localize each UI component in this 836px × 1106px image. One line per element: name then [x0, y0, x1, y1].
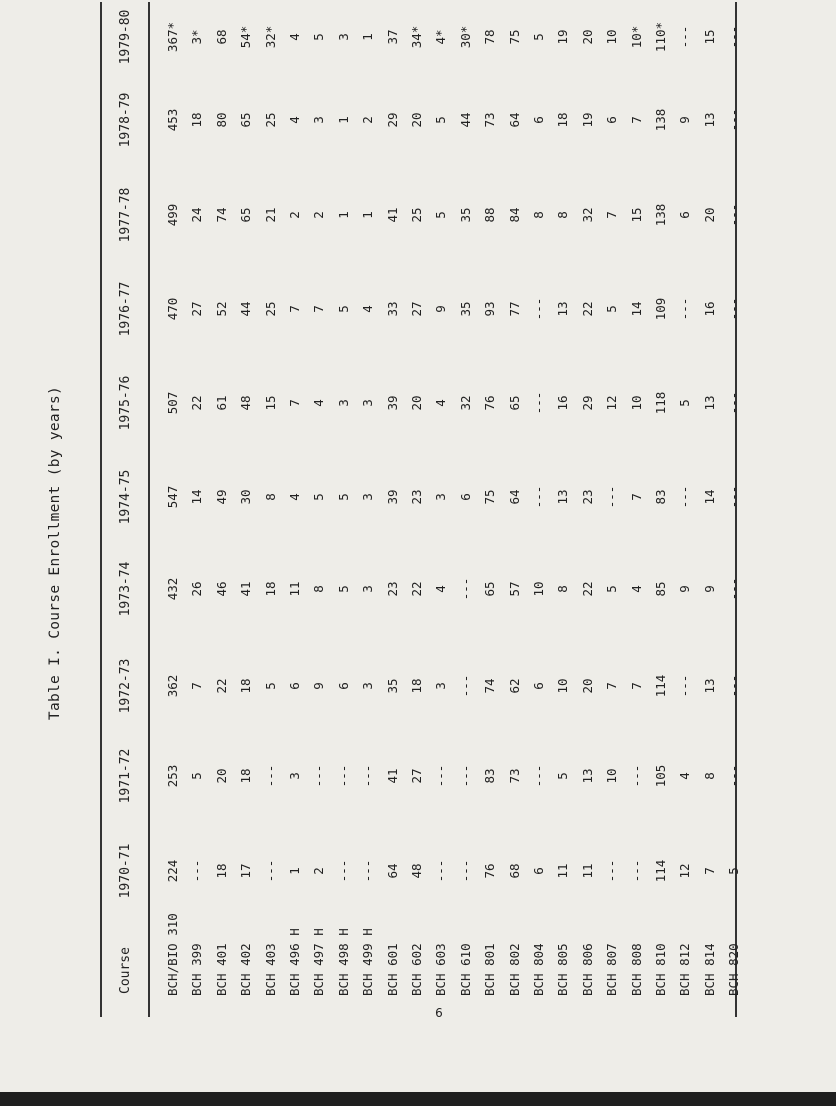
enrollment-cell: 6 [335, 682, 351, 690]
enrollment-cell: 49 [213, 489, 229, 505]
enrollment-cell: 65 [238, 207, 254, 223]
enrollment-cell: 35 [384, 678, 400, 694]
course-name: BCH/BIO 310 [165, 913, 180, 996]
course-name: BCH 401 [213, 943, 229, 996]
enrollment-cell: 22 [189, 395, 205, 411]
enrollment-cell: 1 [335, 211, 351, 219]
enrollment-cell: 37 [384, 29, 400, 45]
enrollment-cell: 7 [628, 682, 644, 690]
enrollment-cell: 4 [433, 585, 449, 593]
enrollment-cell: 74 [482, 678, 498, 694]
enrollment-cell: 7 [628, 493, 644, 501]
enrollment-cell: 138 [653, 203, 668, 227]
enrollment-cell: 16 [701, 301, 717, 317]
enrollment-cell: 13 [701, 678, 717, 694]
enrollment-cell: 39 [384, 489, 400, 505]
course-name: BCH 497 H [311, 928, 327, 996]
enrollment-cell: --- [531, 485, 546, 509]
year-header: 1970-71 [118, 843, 133, 899]
enrollment-cell: 12 [604, 395, 620, 411]
enrollment-cell: 10 [555, 678, 571, 694]
enrollment-cell: --- [677, 297, 693, 321]
course-name: BCH 399 [189, 943, 205, 996]
course-name: BCH 806 [579, 943, 595, 996]
enrollment-cell: 65 [506, 395, 522, 411]
enrollment-cell: 12 [677, 863, 693, 879]
enrollment-cell: 35 [457, 207, 473, 223]
enrollment-cell: 224 [165, 859, 180, 883]
course-name: BCH 820 [726, 943, 742, 996]
course-name: BCH 601 [384, 943, 400, 996]
enrollment-cell: 23 [579, 489, 595, 505]
enrollment-cell: 2 [360, 116, 376, 124]
enrollment-cell: 20 [409, 395, 424, 411]
enrollment-cell: 4 [287, 493, 302, 501]
enrollment-cell: 3 [335, 33, 351, 41]
enrollment-cell: 11 [555, 863, 571, 879]
enrollment-cell: 57 [506, 581, 522, 597]
enrollment-cell: 10 [604, 29, 620, 45]
enrollment-cell: --- [360, 764, 376, 788]
enrollment-cell: --- [457, 859, 473, 883]
enrollment-cell: 65 [238, 112, 254, 128]
enrollment-cell: 22 [579, 301, 595, 317]
enrollment-cell: 3 [360, 493, 376, 501]
enrollment-cell: 15 [262, 395, 278, 411]
enrollment-cell: --- [335, 859, 351, 883]
enrollment-cell: 27 [409, 768, 424, 784]
enrollment-cell: 8 [531, 211, 546, 219]
enrollment-cell: 362 [165, 674, 180, 698]
enrollment-cell: 105 [653, 764, 668, 788]
enrollment-cell: 13 [555, 301, 571, 317]
enrollment-cell: 114 [653, 859, 668, 883]
course-name: BCH 499 H [360, 928, 376, 996]
enrollment-cell: 13 [701, 112, 717, 128]
enrollment-cell: 8 [701, 772, 717, 780]
course-name: BCH 403 [262, 943, 278, 996]
enrollment-cell: 547 [165, 485, 180, 509]
enrollment-cell: 470 [165, 297, 180, 321]
enrollment-cell: 20 [409, 112, 424, 128]
enrollment-cell: 10 [604, 768, 620, 784]
enrollment-cell: 74 [213, 207, 229, 223]
enrollment-cell: 64 [506, 489, 522, 505]
enrollment-cell: 25 [409, 207, 424, 223]
enrollment-cell: 4 [628, 585, 644, 593]
enrollment-cell: 499 [165, 203, 180, 227]
enrollment-cell: 4 [677, 772, 693, 780]
enrollment-cell: 78 [482, 29, 498, 45]
enrollment-cell: 35 [457, 301, 473, 317]
enrollment-cell: --- [604, 485, 620, 509]
course-name: BCH 603 [433, 943, 449, 996]
enrollment-cell: 5 [335, 305, 351, 313]
enrollment-cell: 32* [262, 25, 278, 49]
course-name: BCH 808 [628, 943, 644, 996]
enrollment-cell: 18 [555, 112, 571, 128]
enrollment-cell: 432 [165, 577, 180, 601]
enrollment-cell: 83 [653, 489, 668, 505]
enrollment-cell: 453 [165, 108, 180, 132]
course-name: BCH 807 [604, 943, 620, 996]
enrollment-cell: 4 [360, 305, 376, 313]
course-name: BCH 402 [238, 943, 254, 996]
enrollment-cell: 85 [653, 581, 668, 597]
enrollment-cell: 48 [238, 395, 254, 411]
enrollment-cell: 4 [311, 399, 327, 407]
enrollment-cell: 41 [384, 768, 400, 784]
enrollment-cell: --- [433, 764, 449, 788]
enrollment-cell: 30* [457, 25, 473, 49]
enrollment-cell: 7 [189, 682, 205, 690]
enrollment-cell: --- [677, 25, 693, 49]
enrollment-cell: --- [726, 25, 742, 49]
enrollment-cell: 11 [579, 863, 595, 879]
enrollment-cell: 8 [555, 585, 571, 593]
enrollment-cell: --- [457, 674, 473, 698]
enrollment-cell: 88 [482, 207, 498, 223]
enrollment-cell: 3 [433, 682, 449, 690]
enrollment-cell: 3 [335, 399, 351, 407]
course-name: BCH 801 [482, 943, 498, 996]
table-header-rule [148, 2, 150, 1017]
course-name: BCH 812 [677, 943, 693, 996]
enrollment-cell: 41 [384, 207, 400, 223]
enrollment-cell: 16 [555, 395, 571, 411]
enrollment-cell: 83 [482, 768, 498, 784]
enrollment-cell: 22 [213, 678, 229, 694]
enrollment-cell: --- [726, 485, 742, 509]
enrollment-cell: 1 [335, 116, 351, 124]
course-name: BCH 802 [506, 943, 522, 996]
enrollment-cell: 54* [238, 25, 254, 49]
page-number: 6 [435, 1006, 443, 1021]
enrollment-cell: --- [360, 859, 376, 883]
enrollment-cell: 138 [653, 108, 668, 132]
enrollment-cell: 20 [213, 768, 229, 784]
enrollment-cell: 9 [433, 305, 449, 313]
enrollment-cell: 20 [701, 207, 717, 223]
enrollment-cell: 41 [238, 581, 254, 597]
course-name: BCH 498 H [335, 928, 351, 996]
enrollment-cell: 34* [409, 25, 424, 49]
enrollment-cell: 6 [287, 682, 302, 690]
course-name: BCH 810 [653, 943, 668, 996]
enrollment-cell: 10 [628, 395, 644, 411]
year-header: 1979-80 [118, 9, 133, 65]
enrollment-cell: --- [262, 764, 278, 788]
enrollment-cell: 84 [506, 207, 522, 223]
year-header: 1976-77 [118, 281, 133, 337]
course-name: BCH 602 [409, 943, 424, 996]
enrollment-cell: --- [189, 859, 205, 883]
enrollment-cell: 4 [287, 116, 302, 124]
enrollment-cell: 9 [677, 116, 693, 124]
enrollment-cell: 18 [213, 863, 229, 879]
enrollment-cell: --- [531, 297, 546, 321]
enrollment-cell: 8 [555, 211, 571, 219]
enrollment-cell: 64 [506, 112, 522, 128]
enrollment-cell: 17 [238, 863, 254, 879]
enrollment-cell: 5 [433, 116, 449, 124]
enrollment-cell: 52 [213, 301, 229, 317]
enrollment-cell: 5 [604, 585, 620, 593]
enrollment-cell: 4 [433, 399, 449, 407]
enrollment-cell: --- [726, 297, 742, 321]
enrollment-cell: 3 [360, 585, 376, 593]
enrollment-cell: 9 [311, 682, 327, 690]
enrollment-cell: 64 [384, 863, 400, 879]
enrollment-cell: 15 [701, 29, 717, 45]
enrollment-cell: 118 [653, 391, 668, 415]
course-column-header: Course [118, 947, 133, 994]
enrollment-cell: 44 [457, 112, 473, 128]
enrollment-cell: 18 [238, 678, 254, 694]
enrollment-cell: 2 [311, 211, 327, 219]
enrollment-cell: --- [604, 859, 620, 883]
enrollment-cell: 5 [677, 399, 693, 407]
enrollment-cell: 9 [701, 585, 717, 593]
enrollment-cell: 13 [555, 489, 571, 505]
enrollment-cell: --- [726, 764, 742, 788]
course-name: BCH 804 [531, 943, 546, 996]
enrollment-cell: 13 [701, 395, 717, 411]
enrollment-cell: --- [726, 391, 742, 415]
enrollment-cell: 22 [409, 581, 424, 597]
enrollment-cell: 3 [360, 682, 376, 690]
enrollment-cell: 507 [165, 391, 180, 415]
enrollment-cell: 46 [213, 581, 229, 597]
enrollment-cell: 23 [409, 489, 424, 505]
scan-bottom-edge [0, 1092, 836, 1106]
enrollment-cell: 76 [482, 395, 498, 411]
enrollment-cell: --- [457, 764, 473, 788]
course-name: BCH 814 [701, 943, 717, 996]
enrollment-cell: 4 [287, 33, 302, 41]
enrollment-cell: 80 [213, 112, 229, 128]
enrollment-cell: 5 [311, 33, 327, 41]
enrollment-cell: 18 [262, 581, 278, 597]
enrollment-cell: 22 [579, 581, 595, 597]
enrollment-cell: 5 [262, 682, 278, 690]
enrollment-cell: 39 [384, 395, 400, 411]
enrollment-cell: 5 [311, 493, 327, 501]
enrollment-cell: --- [726, 577, 742, 601]
enrollment-cell: 62 [506, 678, 522, 694]
year-header: 1973-74 [118, 561, 133, 617]
enrollment-cell: --- [433, 859, 449, 883]
enrollment-cell: 7 [311, 305, 327, 313]
enrollment-cell: --- [726, 674, 742, 698]
course-name: BCH 496 H [287, 928, 302, 996]
year-header: 1971-72 [118, 748, 133, 804]
table-top-rule [100, 2, 102, 1017]
enrollment-cell: 19 [579, 112, 595, 128]
enrollment-cell: 253 [165, 764, 180, 788]
year-header: 1972-73 [118, 658, 133, 714]
enrollment-cell: --- [457, 577, 473, 601]
enrollment-cell: 68 [506, 863, 522, 879]
enrollment-cell: 30 [238, 489, 254, 505]
enrollment-cell: 27 [189, 301, 205, 317]
enrollment-cell: 8 [262, 493, 278, 501]
enrollment-cell: 1 [360, 211, 376, 219]
enrollment-cell: 1 [287, 867, 302, 875]
enrollment-cell: 24 [189, 207, 205, 223]
enrollment-cell: 61 [213, 395, 229, 411]
enrollment-cell: 110* [653, 21, 668, 53]
enrollment-cell: 32 [457, 395, 473, 411]
enrollment-cell: 367* [165, 21, 180, 53]
enrollment-cell: 114 [653, 674, 668, 698]
enrollment-cell: 13 [579, 768, 595, 784]
enrollment-cell: 48 [409, 863, 424, 879]
enrollment-cell: 7 [701, 867, 717, 875]
enrollment-cell: 10* [628, 25, 644, 49]
enrollment-cell: 7 [604, 682, 620, 690]
enrollment-cell: 20 [579, 29, 595, 45]
year-header: 1975-76 [118, 375, 133, 431]
enrollment-cell: 18 [409, 678, 424, 694]
enrollment-cell: 5 [189, 772, 205, 780]
enrollment-cell: 2 [311, 867, 327, 875]
enrollment-cell: --- [531, 764, 546, 788]
enrollment-cell: 33 [384, 301, 400, 317]
enrollment-cell: 21 [262, 207, 278, 223]
enrollment-cell: --- [628, 859, 644, 883]
enrollment-cell: 11 [287, 581, 302, 597]
enrollment-cell: --- [262, 859, 278, 883]
enrollment-cell: 93 [482, 301, 498, 317]
enrollment-cell: 10 [531, 581, 546, 597]
course-name: BCH 805 [555, 943, 571, 996]
enrollment-cell: 19 [555, 29, 571, 45]
enrollment-cell: 6 [531, 682, 546, 690]
enrollment-cell: 29 [384, 112, 400, 128]
enrollment-cell: --- [726, 203, 742, 227]
enrollment-cell: 1 [360, 33, 376, 41]
enrollment-cell: 7 [628, 116, 644, 124]
enrollment-cell: --- [531, 391, 546, 415]
enrollment-cell: 14 [701, 489, 717, 505]
enrollment-cell: 23 [384, 581, 400, 597]
enrollment-cell: 25 [262, 301, 278, 317]
enrollment-cell: 76 [482, 863, 498, 879]
enrollment-cell: 20 [579, 678, 595, 694]
enrollment-cell: 6 [604, 116, 620, 124]
enrollment-cell: 5 [726, 867, 742, 875]
enrollment-cell: 75 [506, 29, 522, 45]
enrollment-cell: 5 [531, 33, 546, 41]
enrollment-cell: 7 [604, 211, 620, 219]
enrollment-cell: 6 [531, 867, 546, 875]
enrollment-cell: 6 [531, 116, 546, 124]
enrollment-cell: 3* [189, 29, 205, 45]
enrollment-cell: 27 [409, 301, 424, 317]
enrollment-cell: 25 [262, 112, 278, 128]
enrollment-cell: 3 [287, 772, 302, 780]
enrollment-cell: 32 [579, 207, 595, 223]
enrollment-cell: --- [628, 764, 644, 788]
enrollment-cell: 5 [433, 211, 449, 219]
enrollment-cell: 73 [506, 768, 522, 784]
enrollment-cell: --- [726, 108, 742, 132]
enrollment-cell: 8 [311, 585, 327, 593]
enrollment-cell: --- [335, 764, 351, 788]
year-header: 1977-78 [118, 187, 133, 243]
enrollment-cell: 29 [579, 395, 595, 411]
enrollment-cell: 109 [653, 297, 668, 321]
enrollment-cell: 4* [433, 29, 449, 45]
enrollment-cell: 3 [360, 399, 376, 407]
enrollment-cell: 44 [238, 301, 254, 317]
course-name: BCH 610 [457, 943, 473, 996]
enrollment-cell: 3 [311, 116, 327, 124]
enrollment-cell: 2 [287, 211, 302, 219]
enrollment-cell: 7 [287, 399, 302, 407]
enrollment-cell: 15 [628, 207, 644, 223]
enrollment-cell: 75 [482, 489, 498, 505]
enrollment-cell: 14 [189, 489, 205, 505]
table-title: Table I. Course Enrollment (by years) [47, 385, 63, 721]
enrollment-cell: 65 [482, 581, 498, 597]
enrollment-cell: 14 [628, 301, 644, 317]
enrollment-cell: 5 [604, 305, 620, 313]
enrollment-cell: 26 [189, 581, 205, 597]
enrollment-cell: 73 [482, 112, 498, 128]
enrollment-cell: 5 [555, 772, 571, 780]
enrollment-cell: 77 [506, 301, 522, 317]
enrollment-cell: 5 [335, 493, 351, 501]
enrollment-cell: 18 [238, 768, 254, 784]
enrollment-cell: 9 [677, 585, 693, 593]
enrollment-cell: 3 [433, 493, 449, 501]
enrollment-cell: --- [311, 764, 327, 788]
enrollment-cell: 18 [189, 112, 205, 128]
year-header: 1978-79 [118, 92, 133, 148]
enrollment-cell: 6 [677, 211, 693, 219]
enrollment-cell: --- [677, 674, 693, 698]
enrollment-cell: 6 [457, 493, 473, 501]
enrollment-cell: --- [677, 485, 693, 509]
enrollment-cell: 7 [287, 305, 302, 313]
enrollment-cell: 5 [335, 585, 351, 593]
year-header: 1974-75 [118, 469, 133, 525]
enrollment-cell: 68 [213, 29, 229, 45]
